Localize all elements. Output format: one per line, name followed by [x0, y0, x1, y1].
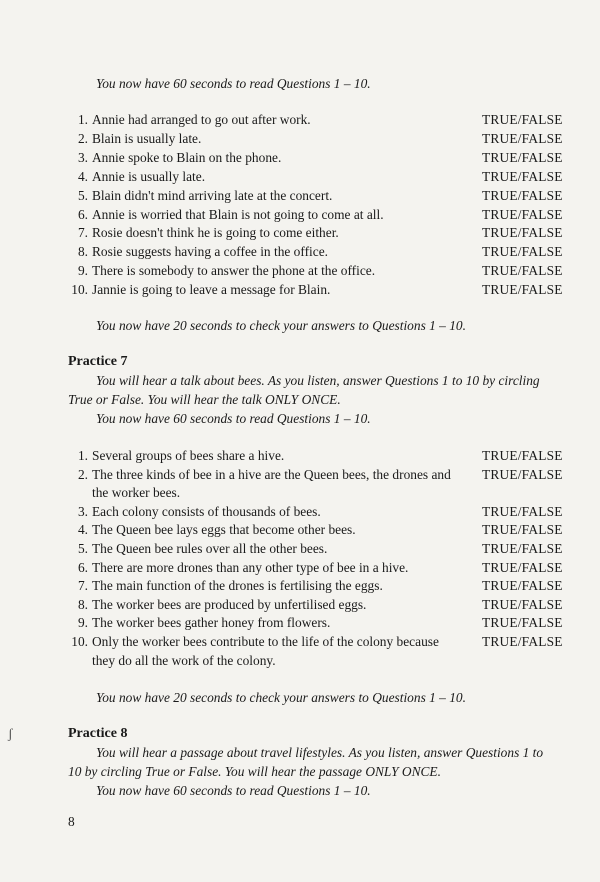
- practice7-question-6: [68, 560, 588, 578]
- question-text: The three kinds of bee in a hive are the Queen bees, the drones and: [92, 466, 451, 482]
- question-number: 10.: [71, 634, 88, 649]
- question-text: There is somebody to answer the phone at the office.: [92, 263, 376, 279]
- practice7-question-2: [68, 467, 588, 485]
- question-text: Only the worker bees contribute to the life of the colony because: [92, 634, 439, 649]
- practice6-question-1: [68, 112, 588, 130]
- question-text: Jannie is going to leave a message for Blain.: [92, 282, 331, 298]
- question-text-continuation: they do all the work of the colony.: [92, 652, 276, 668]
- practice7-question-1: [68, 448, 588, 466]
- practice6-question-10: [68, 282, 588, 300]
- practice7-heading: Practice 7: [68, 354, 128, 369]
- question-text: Annie is worried that Blain is not going to come at all.: [92, 206, 384, 222]
- question-text: Several groups of bees share a hive.: [92, 448, 285, 463]
- question-number: 2.: [77, 466, 88, 482]
- question-text-continuation: the worker bees.: [92, 485, 181, 501]
- question-number: 8.: [77, 244, 88, 260]
- true-false-option[interactable]: TRUE/FALSE: [482, 634, 563, 649]
- question-text: There are more drones than any other type of bee in a hive.: [92, 559, 409, 575]
- true-false-option[interactable]: TRUE/FALSE: [482, 112, 563, 127]
- practice7-question-8: [68, 597, 588, 615]
- question-number: 1.: [77, 448, 88, 463]
- page-number: 8: [68, 814, 75, 829]
- question-text: Annie is usually late.: [92, 168, 206, 184]
- true-false-option[interactable]: TRUE/FALSE: [482, 282, 563, 298]
- true-false-option[interactable]: TRUE/FALSE: [482, 503, 563, 519]
- question-number: 7.: [77, 225, 88, 241]
- question-number: 8.: [77, 596, 88, 612]
- practice7-instruction-line1: You will hear a talk about bees. As you listen, answer Questions 1 to 10 by circling: [96, 373, 540, 388]
- true-false-option[interactable]: TRUE/FALSE: [482, 578, 563, 594]
- practice6-question-4: [68, 169, 588, 187]
- practice8-instruction-line1: You will hear a passage about travel lifestyles. As you listen, answer Questions 1 to: [96, 745, 544, 760]
- question-text: The worker bees gather honey from flowers.: [92, 615, 331, 631]
- practice6-question-8: [68, 244, 588, 262]
- true-false-option[interactable]: TRUE/FALSE: [482, 168, 563, 184]
- practice7-read-instruction: You now have 60 seconds to read Questions 1 – 10.: [96, 411, 371, 426]
- question-text: Rosie suggests having a coffee in the office.: [92, 244, 329, 260]
- true-false-option[interactable]: TRUE/FALSE: [482, 559, 563, 575]
- question-number: 10.: [71, 282, 88, 298]
- question-text: Blain didn't mind arriving late at the concert.: [92, 187, 333, 203]
- practice7-check-instruction: You now have 20 seconds to check your answers to Questions 1 – 10.: [96, 690, 466, 705]
- true-false-option[interactable]: TRUE/FALSE: [482, 596, 563, 612]
- question-number: 3.: [77, 503, 88, 519]
- practice7-question-4: [68, 522, 588, 540]
- question-number: 9.: [77, 263, 88, 279]
- true-false-option[interactable]: TRUE/FALSE: [482, 130, 563, 146]
- true-false-option[interactable]: TRUE/FALSE: [482, 466, 563, 482]
- question-number: 2.: [77, 130, 88, 146]
- true-false-option[interactable]: TRUE/FALSE: [482, 244, 563, 260]
- question-number: 5.: [77, 541, 88, 556]
- question-text: Annie had arranged to go out after work.: [92, 112, 311, 127]
- question-number: 3.: [77, 149, 88, 165]
- question-text: The worker bees are produced by unfertilised eggs.: [92, 596, 367, 612]
- question-number: 5.: [77, 187, 88, 203]
- true-false-option[interactable]: TRUE/FALSE: [482, 187, 563, 203]
- question-number: 4.: [77, 168, 88, 184]
- practice7-question-7: [68, 578, 588, 596]
- practice8-read-instruction: You now have 60 seconds to read Questions 1 – 10.: [96, 783, 371, 798]
- question-text: Each colony consists of thousands of bees.: [92, 503, 321, 519]
- true-false-option[interactable]: TRUE/FALSE: [482, 541, 563, 556]
- practice6-question-5: [68, 188, 588, 206]
- practice6-question-6: [68, 207, 588, 225]
- practice7-question-10: [68, 634, 588, 652]
- practice7-question-5: [68, 541, 588, 559]
- question-text: Rosie doesn't think he is going to come either.: [92, 225, 339, 241]
- question-text: The Queen bee rules over all the other bees.: [92, 541, 328, 556]
- question-number: 6.: [77, 206, 88, 222]
- question-number: 4.: [77, 522, 88, 538]
- practice8-instruction-line2: 10 by circling True or False. You will hear the passage ONLY ONCE.: [68, 764, 441, 779]
- true-false-option[interactable]: TRUE/FALSE: [482, 225, 563, 241]
- question-number: 7.: [77, 578, 88, 594]
- practice6-question-3: [68, 150, 588, 168]
- question-text: Annie spoke to Blain on the phone.: [92, 149, 282, 165]
- question-text: Blain is usually late.: [92, 130, 202, 146]
- practice6-read-instruction: You now have 60 seconds to read Questions 1 – 10.: [96, 76, 371, 91]
- question-number: 1.: [77, 112, 88, 127]
- true-false-option[interactable]: TRUE/FALSE: [482, 615, 563, 631]
- question-number: 6.: [77, 559, 88, 575]
- practice6-question-9: [68, 263, 588, 281]
- practice7-question-3: [68, 504, 588, 522]
- true-false-option[interactable]: TRUE/FALSE: [482, 263, 563, 279]
- true-false-option[interactable]: TRUE/FALSE: [482, 149, 563, 165]
- question-text: The main function of the drones is fertilising the eggs.: [92, 578, 383, 594]
- question-number: 9.: [77, 615, 88, 631]
- margin-mark: ʃ: [8, 727, 13, 742]
- practice7-question-9: [68, 615, 588, 633]
- practice6-question-7: [68, 225, 588, 243]
- true-false-option[interactable]: TRUE/FALSE: [482, 448, 563, 463]
- question-text: The Queen bee lays eggs that become other bees.: [92, 522, 356, 538]
- practice7-instruction-line2: True or False. You will hear the talk ONLY ONCE.: [68, 392, 341, 407]
- true-false-option[interactable]: TRUE/FALSE: [482, 206, 563, 222]
- practice6-check-instruction: You now have 20 seconds to check your answers to Questions 1 – 10.: [96, 318, 466, 333]
- true-false-option[interactable]: TRUE/FALSE: [482, 522, 563, 538]
- practice6-question-2: [68, 131, 588, 149]
- practice8-heading: Practice 8: [68, 726, 128, 741]
